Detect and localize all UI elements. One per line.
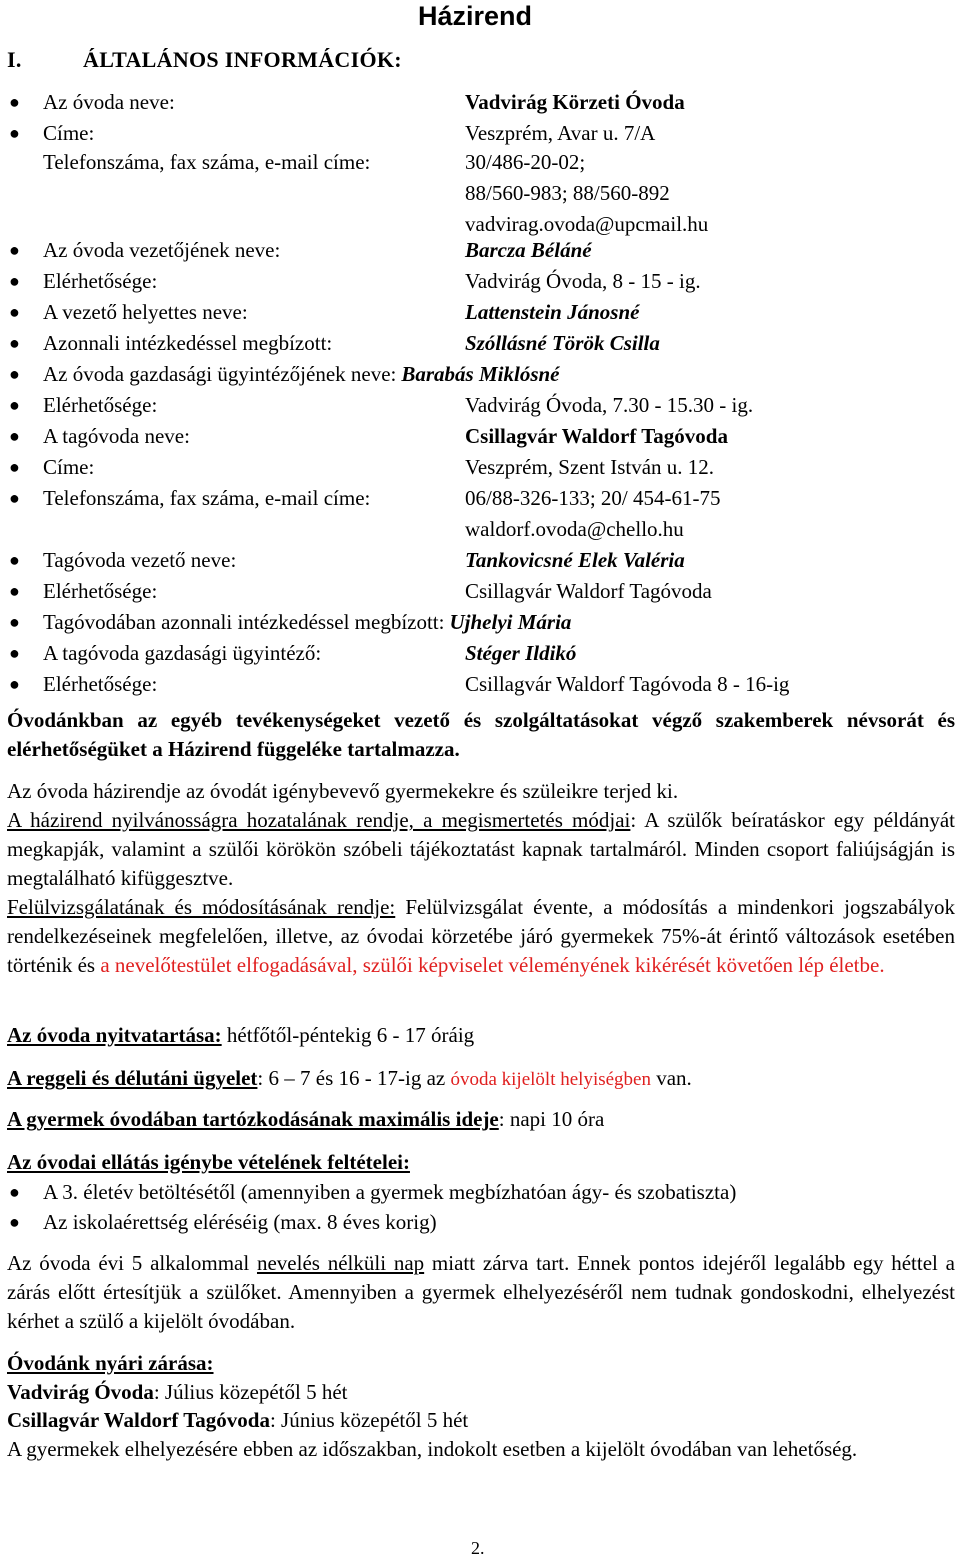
review-paragraph	[7, 893, 955, 980]
info-item	[0, 421, 960, 452]
bullet-icon: ●	[9, 271, 20, 291]
info-value: Barcza Béláné	[465, 238, 592, 262]
info-item	[0, 483, 960, 545]
info-value: Tankovicsné Elek Valéria	[465, 548, 685, 572]
info-value-continued: 88/560-983; 88/560-892	[465, 181, 670, 205]
condition-item	[0, 1207, 960, 1237]
info-item	[0, 359, 960, 390]
info-label: Tagóvodában azonnali intézkedéssel megbízott:	[43, 610, 445, 634]
duty-heading: A reggeli és délutáni ügyelet	[7, 1066, 258, 1090]
condition-text: Az iskolaérettség eléréséig (max. 8 éves korig)	[43, 1210, 437, 1234]
info-label: Elérhetősége:	[43, 393, 158, 417]
max-time-text: : napi 10 óra	[498, 1107, 605, 1131]
summer-kindergarten-name: Csillagvár Waldorf Tagóvoda	[7, 1408, 270, 1432]
bullet-icon: ●	[9, 550, 20, 570]
closure-paragraph	[7, 1249, 955, 1336]
condition-text: A 3. életév betöltésétől (amennyiben a gyermek megbízhatóan ágy- és szobatiszta)	[43, 1180, 737, 1204]
max-time-heading: A gyermek óvodában tartózkodásának maximális ideje	[7, 1107, 499, 1131]
document-title: Házirend	[418, 1, 533, 31]
bullet-icon: ●	[9, 581, 20, 601]
info-item	[0, 297, 960, 328]
condition-item	[0, 1177, 960, 1207]
info-value: Csillagvár Waldorf Tagóvoda	[465, 579, 712, 603]
info-value: Veszprém, Szent István u. 12.	[465, 455, 715, 479]
info-label: A tagóvoda gazdasági ügyintéző:	[43, 641, 322, 665]
bullet-icon: ●	[9, 302, 20, 322]
info-label: Az óvoda gazdasági ügyintézőjének neve:	[43, 362, 397, 386]
conditions-list	[0, 1177, 960, 1237]
info-value: Vadvirág Óvoda, 8 - 15 - ig.	[465, 269, 701, 293]
info-item	[0, 607, 960, 638]
info-item	[0, 147, 960, 240]
info-value: Vadvirág Óvoda, 7.30 - 15.30 - ig.	[465, 393, 754, 417]
duty-red-text: óvoda kijelölt helyiségben	[450, 1069, 651, 1090]
closure-post: miatt zárva tart. Ennek pontos idejéről legalább egy héttel a zárás előtt értesítjük a szülőket. Amennyiben a gyermek elhelyezéséről nem tudnak gondoskodni, elhelyezést kérhet a szülő a kijelölt óvodában.	[7, 1251, 955, 1333]
page-number: 2.	[471, 1538, 485, 1558]
section-heading	[7, 45, 402, 74]
bullet-icon: ●	[9, 426, 20, 446]
general-info-list	[0, 87, 960, 700]
info-value: Stéger Ildikó	[465, 641, 577, 665]
info-item	[0, 545, 960, 576]
info-value: 30/486-20-02;	[465, 150, 586, 174]
info-value: Ujhelyi Mária	[449, 610, 572, 634]
duty-end: van.	[650, 1066, 692, 1090]
info-email[interactable]: waldorf.ovoda@chello.hu	[465, 517, 684, 541]
opening-heading: Az óvoda nyitvatartása:	[7, 1023, 222, 1047]
bullet-icon: ●	[9, 92, 20, 112]
info-item	[0, 390, 960, 421]
bullet-icon: ●	[9, 612, 20, 632]
info-item	[0, 235, 960, 266]
summer-period: : Július közepétől 5 hét	[153, 1380, 348, 1404]
publicity-text: : A szülők beíratáskor egy példányát megkapják, valamint a szülői körökön szóbeli tájékoztatást kapnak tartalmáról. Minden csoport faliújságján is megtalálható kifüggesztve.	[7, 808, 955, 890]
info-value: Csillagvár Waldorf Tagóvoda 8 - 16-ig	[465, 672, 790, 696]
info-label: A tagóvoda neve:	[43, 424, 190, 448]
duty-hours	[7, 1064, 955, 1094]
info-item	[0, 669, 960, 700]
review-text: Felülvizsgálat évente, a módosítás a mindenkori jogszabályok rendelkezéseinek megfelelően, illetve, az óvodai körzetébe járó gyermekek 75%-át érintő változások esetében történik és	[7, 895, 955, 977]
section-title: ÁLTALÁNOS INFORMÁCIÓK:	[83, 47, 402, 72]
info-value: Lattenstein Jánosné	[465, 300, 640, 324]
info-label: Tagóvoda vezető neve:	[43, 548, 237, 572]
bullet-icon: ●	[9, 395, 20, 415]
info-email[interactable]: vadvirag.ovoda@upcmail.hu	[465, 212, 709, 236]
info-item	[0, 87, 960, 118]
summer-line	[7, 1378, 955, 1407]
scope-paragraph: Az óvoda házirendje az óvodát igénybevevő gyermekekre és szüleikre terjed ki.	[7, 779, 679, 803]
info-item	[0, 576, 960, 607]
summer-kindergarten-name: Vadvirág Óvoda	[7, 1380, 154, 1404]
specialists-note: Óvodánkban az egyéb tevékenységeket vezető és szolgáltatásokat végző szakemberek névsorát és elérhetőségüket a Házirend függeléke tartalmazza.	[7, 708, 955, 761]
info-label: Azonnali intézkedéssel megbízott:	[43, 331, 333, 355]
info-label: Telefonszáma, fax száma, e-mail címe:	[43, 486, 371, 510]
bullet-icon: ●	[9, 240, 20, 260]
info-value: 06/88-326-133; 20/ 454-61-75	[465, 486, 721, 510]
info-label: Az óvoda neve:	[43, 90, 175, 114]
bullet-icon: ●	[9, 1212, 20, 1232]
publicity-paragraph	[7, 806, 955, 893]
info-label: Elérhetősége:	[43, 672, 158, 696]
info-value: Csillagvár Waldorf Tagóvoda	[465, 424, 728, 448]
info-item	[0, 328, 960, 359]
closure-underlined: nevelés nélküli nap	[256, 1251, 425, 1275]
info-item	[0, 118, 960, 149]
summer-line	[7, 1406, 955, 1435]
max-time	[7, 1105, 955, 1134]
review-heading: Felülvizsgálatának és módosításának rendje:	[7, 895, 396, 919]
info-value: Barabás Miklósné	[401, 362, 560, 386]
info-label: Címe:	[43, 455, 95, 479]
info-value: Szóllásné Török Csilla	[465, 331, 660, 355]
conditions-heading: Az óvodai ellátás igénybe vételének feltételei:	[7, 1150, 410, 1174]
bullet-icon: ●	[9, 488, 20, 508]
bullet-icon: ●	[9, 123, 20, 143]
info-label: Elérhetősége:	[43, 269, 158, 293]
info-label: A vezető helyettes neve:	[43, 300, 248, 324]
closure-pre: Az óvoda évi 5 alkalommal	[7, 1251, 257, 1275]
info-label: Telefonszáma, fax száma, e-mail címe:	[43, 150, 371, 174]
info-label: Címe:	[43, 121, 95, 145]
info-label: Elérhetősége:	[43, 579, 158, 603]
bullet-icon: ●	[9, 643, 20, 663]
section-number: I.	[7, 47, 22, 72]
summer-period: : Június közepétől 5 hét	[269, 1408, 469, 1432]
opening-text: hétfőtől-péntekig 6 - 17 óráig	[221, 1023, 475, 1047]
bullet-icon: ●	[9, 1182, 20, 1202]
info-label: Az óvoda vezetőjének neve:	[43, 238, 281, 262]
info-value: Veszprém, Avar u. 7/A	[465, 121, 656, 145]
bullet-icon: ●	[9, 674, 20, 694]
info-item	[0, 638, 960, 669]
info-value: Vadvirág Körzeti Óvoda	[465, 90, 685, 114]
bullet-icon: ●	[9, 364, 20, 384]
info-item	[0, 266, 960, 297]
duty-text: : 6 – 7 és 16 - 17-ig az	[257, 1066, 451, 1090]
review-red-text: a nevelőtestület elfogadásával, szülői képviselet véleményének kikérését követően lép életbe.	[100, 953, 885, 977]
bullet-icon: ●	[9, 333, 20, 353]
summer-note: A gyermekek elhelyezésére ebben az időszakban, indokolt esetben a kijelölt óvodában van lehetőség.	[7, 1437, 858, 1461]
summer-heading: Óvodánk nyári zárása:	[7, 1351, 214, 1375]
opening-hours	[7, 1021, 955, 1050]
publicity-heading: A házirend nyilvánosságra hozatalának rendje, a megismertetés módjai	[7, 808, 631, 832]
bullet-icon: ●	[9, 457, 20, 477]
info-item	[0, 452, 960, 483]
